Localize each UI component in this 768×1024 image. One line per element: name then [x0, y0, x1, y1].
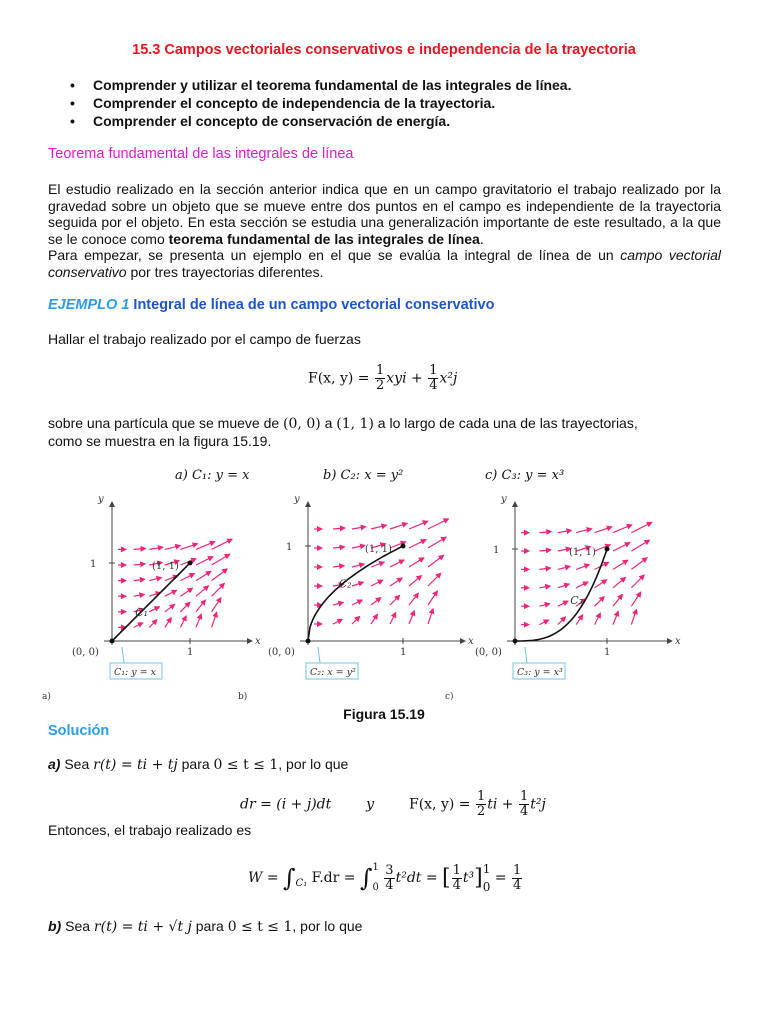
field-arrow — [165, 546, 180, 550]
field-arrow — [134, 564, 146, 565]
field-arrow — [576, 582, 588, 588]
dr-equation: dr = (i + j)dt y F(x, y) = $\frac{1}{2}$ ti + $\frac{1}{4}$ t²j — [240, 789, 546, 819]
end-point-label: (1, 1) — [569, 547, 596, 558]
field-arrow — [352, 545, 365, 548]
y-tick-label: 1 — [493, 545, 500, 556]
figure-label: b) — [238, 692, 248, 702]
callout-leader — [318, 647, 320, 663]
curve-label: C₂ — [338, 577, 352, 591]
callout-label: C₃: y = x³ — [517, 667, 563, 678]
field-arrow — [333, 528, 345, 529]
x-axis-label: x — [675, 636, 681, 647]
field-arrow — [212, 569, 228, 581]
field-arrow — [165, 618, 172, 628]
field-arrow — [539, 532, 551, 533]
start-point — [306, 639, 311, 644]
x-tick-label: 1 — [187, 647, 194, 658]
end-point-label: (1, 1) — [365, 544, 392, 555]
x-axis-label: x — [255, 636, 261, 647]
field-arrow — [409, 558, 424, 567]
field-arrow — [180, 588, 192, 596]
field-arrow — [134, 548, 146, 549]
field-arrow — [539, 550, 551, 551]
start-point — [110, 639, 115, 644]
intro-paragraph: El estudio realizado en la sección anterior indica que en un campo gravitatorio el trabajo realizado por la gravedad sobre un objeto que se mueve entre dos puntos en el campo es independiente de la trayectoria seguida por el objeto. En esta sección se estudia una generalización importante de este resultado, a la que se le conoce como teorema fundamental de las integrales de línea. Para empezar, se presenta un ejemplo en el que se evalúa la integral de línea de un campo vectorial conservativo por tres trayectorias diferentes. — [48, 181, 721, 280]
field-arrow — [352, 527, 366, 529]
force-field-equation: F(x, y) = $\frac{1}{2}$ xyi + $\frac{1}{4}$ x²j — [308, 363, 458, 393]
field-arrow — [371, 614, 378, 624]
field-arrow — [333, 566, 344, 567]
field-arrow — [428, 591, 437, 605]
objective-item: • Comprender y utilizar el teorema fundamental de las integrales de línea. — [48, 76, 571, 94]
field-arrow — [180, 602, 190, 612]
figure-15-19 — [0, 478, 768, 708]
objective-item: • Comprender el concepto de independencia de la trayectoria. — [48, 94, 571, 112]
field-arrow — [613, 543, 630, 551]
end-point — [401, 544, 406, 549]
field-arrow — [409, 593, 418, 605]
field-arrow — [196, 542, 215, 550]
field-arrow — [352, 564, 364, 567]
example-heading: EJEMPLO 1 Integral de línea de un campo vectorial conservativo — [48, 297, 495, 313]
callout-leader — [122, 647, 124, 663]
field-arrow — [631, 609, 636, 624]
end-point — [605, 547, 610, 552]
field-arrow — [333, 602, 343, 605]
field-arrow — [539, 568, 550, 569]
field-arrow — [428, 573, 441, 586]
figure-panel — [445, 494, 681, 702]
callout-leader — [525, 647, 527, 663]
field-arrow — [539, 604, 549, 607]
field-arrow — [352, 616, 360, 624]
field-arrow — [595, 580, 607, 588]
field-arrow — [576, 529, 591, 533]
origin-label: (0, 0) — [268, 647, 295, 658]
intro-italic: campo vectorial conservativo — [48, 247, 721, 280]
path-header-b: b) C₂: x = y² — [323, 468, 404, 483]
field-arrow — [390, 612, 396, 624]
field-arrow — [180, 544, 197, 550]
work-equation: $W = \int_{C_1}$ F.dr = ∫ 1 0 $\frac{3}{4}$ t²dt = [ $\frac{1}{4}$ t³] 1 0 = $\frac{1}{4}$ — [248, 862, 522, 894]
field-arrow — [390, 523, 407, 529]
field-arrow — [212, 554, 230, 565]
field-arrow — [196, 600, 205, 612]
path-curve — [515, 549, 607, 641]
field-arrow — [613, 525, 632, 533]
y-tick-label: 1 — [90, 559, 97, 570]
figure-label: a) — [42, 692, 51, 702]
field-arrow — [558, 530, 572, 532]
field-arrow — [149, 607, 159, 612]
origin-label: (0, 0) — [475, 647, 502, 658]
field-arrow — [558, 584, 569, 588]
curve-label: C₃ — [570, 593, 584, 607]
y-tick-label: 1 — [286, 542, 293, 553]
x-tick-label: 1 — [604, 647, 611, 658]
path-header-c: c) C₃: y = x³ — [485, 468, 565, 483]
start-point — [513, 639, 518, 644]
section-heading: Teorema fundamental de las integrales de línea — [48, 146, 354, 162]
field-arrow — [333, 619, 342, 624]
solution-b-line: b) Sea r(t) = ti + √t j para 0 ≤ t ≤ 1, por lo que — [48, 918, 363, 935]
field-arrow — [371, 598, 381, 605]
field-arrow — [539, 620, 548, 625]
example-statement: Hallar el trabajo realizado por el campo de fuerzas — [48, 331, 361, 347]
x-tick-label: 1 — [400, 647, 407, 658]
callout-label: C₂: x = y² — [310, 667, 356, 678]
field-arrow — [390, 560, 404, 567]
field-arrow — [180, 574, 194, 581]
field-arrow — [165, 604, 175, 611]
field-arrow — [428, 537, 446, 548]
field-arrow — [371, 525, 386, 529]
field-arrow — [409, 521, 428, 529]
figure-panel — [42, 494, 261, 702]
field-arrow — [631, 558, 647, 570]
field-arrow — [558, 617, 566, 625]
callout-label: C₁: y = x — [114, 667, 157, 678]
y-axis-label: y — [98, 494, 104, 505]
field-arrow — [631, 522, 651, 532]
field-arrow — [409, 540, 426, 548]
field-arrow — [134, 623, 143, 628]
field-arrow — [428, 609, 433, 624]
field-arrow — [613, 611, 618, 624]
path-header-a: a) C₁: y = x — [175, 468, 250, 483]
field-arrow — [390, 578, 402, 586]
field-arrow — [558, 601, 568, 606]
field-arrow — [333, 547, 345, 548]
page-title: 15.3 Campos vectoriales conservativos e independencia de la trayectoria — [132, 42, 636, 58]
field-arrow — [631, 592, 640, 606]
origin-label: (0, 0) — [72, 647, 99, 658]
y-axis-label: y — [294, 494, 300, 505]
objectives-list — [48, 76, 571, 130]
example-text-2: sobre una partícula que se mueve de (0, 0) a (1, 1) a lo largo de cada una de las trayectorias, como se muestra en la figura 15.19. — [48, 415, 638, 449]
field-arrow — [576, 564, 589, 569]
field-arrow — [390, 595, 400, 605]
field-arrow — [149, 620, 157, 628]
field-arrow — [149, 578, 161, 581]
field-arrow — [631, 540, 649, 551]
figure-caption: Figura 15.19 — [343, 706, 425, 722]
field-arrow — [352, 582, 363, 586]
field-arrow — [595, 613, 601, 625]
field-arrow — [212, 598, 221, 612]
field-arrow — [613, 577, 625, 587]
field-arrow — [212, 583, 225, 596]
figure-label: c) — [445, 692, 454, 702]
field-arrow — [212, 539, 232, 549]
field-arrow — [595, 527, 612, 533]
curve-label: C₁ — [135, 605, 148, 619]
field-arrow — [409, 576, 421, 586]
solution-heading: Solución — [48, 723, 110, 739]
figure-panel — [238, 494, 474, 702]
field-arrow — [212, 612, 217, 627]
field-arrow — [428, 555, 444, 567]
intro-bold: teorema fundamental de las integrales de línea — [168, 230, 480, 247]
field-arrow — [631, 575, 644, 588]
field-arrow — [595, 597, 605, 607]
field-arrow — [613, 594, 622, 606]
field-arrow — [165, 590, 177, 596]
objective-item: • Comprender el concepto de conservación de energía. — [48, 112, 571, 130]
field-arrow — [539, 586, 550, 588]
y-axis-label: y — [501, 494, 507, 505]
field-arrow — [134, 579, 145, 580]
field-arrow — [558, 566, 570, 569]
path-curve — [112, 563, 190, 641]
end-point — [188, 561, 193, 566]
field-arrow — [196, 557, 213, 565]
solution-a-line: a) Sea r(t) = ti + tj para 0 ≤ t ≤ 1, por lo que — [48, 756, 349, 773]
field-arrow — [371, 580, 383, 586]
field-arrow — [352, 600, 362, 605]
field-arrow — [613, 560, 628, 569]
field-arrow — [576, 615, 583, 625]
x-axis-label: x — [468, 636, 474, 647]
field-arrow — [196, 614, 201, 627]
path-curve — [308, 546, 403, 641]
field-arrow — [428, 519, 448, 529]
field-arrow — [196, 571, 211, 580]
field-arrow — [149, 547, 163, 549]
field-arrow — [134, 594, 145, 596]
field-arrow — [196, 586, 208, 596]
field-arrow — [180, 616, 186, 628]
end-point-label: (1, 1) — [152, 561, 179, 572]
then-text: Entonces, el trabajo realizado es — [48, 822, 252, 838]
field-arrow — [409, 611, 414, 624]
